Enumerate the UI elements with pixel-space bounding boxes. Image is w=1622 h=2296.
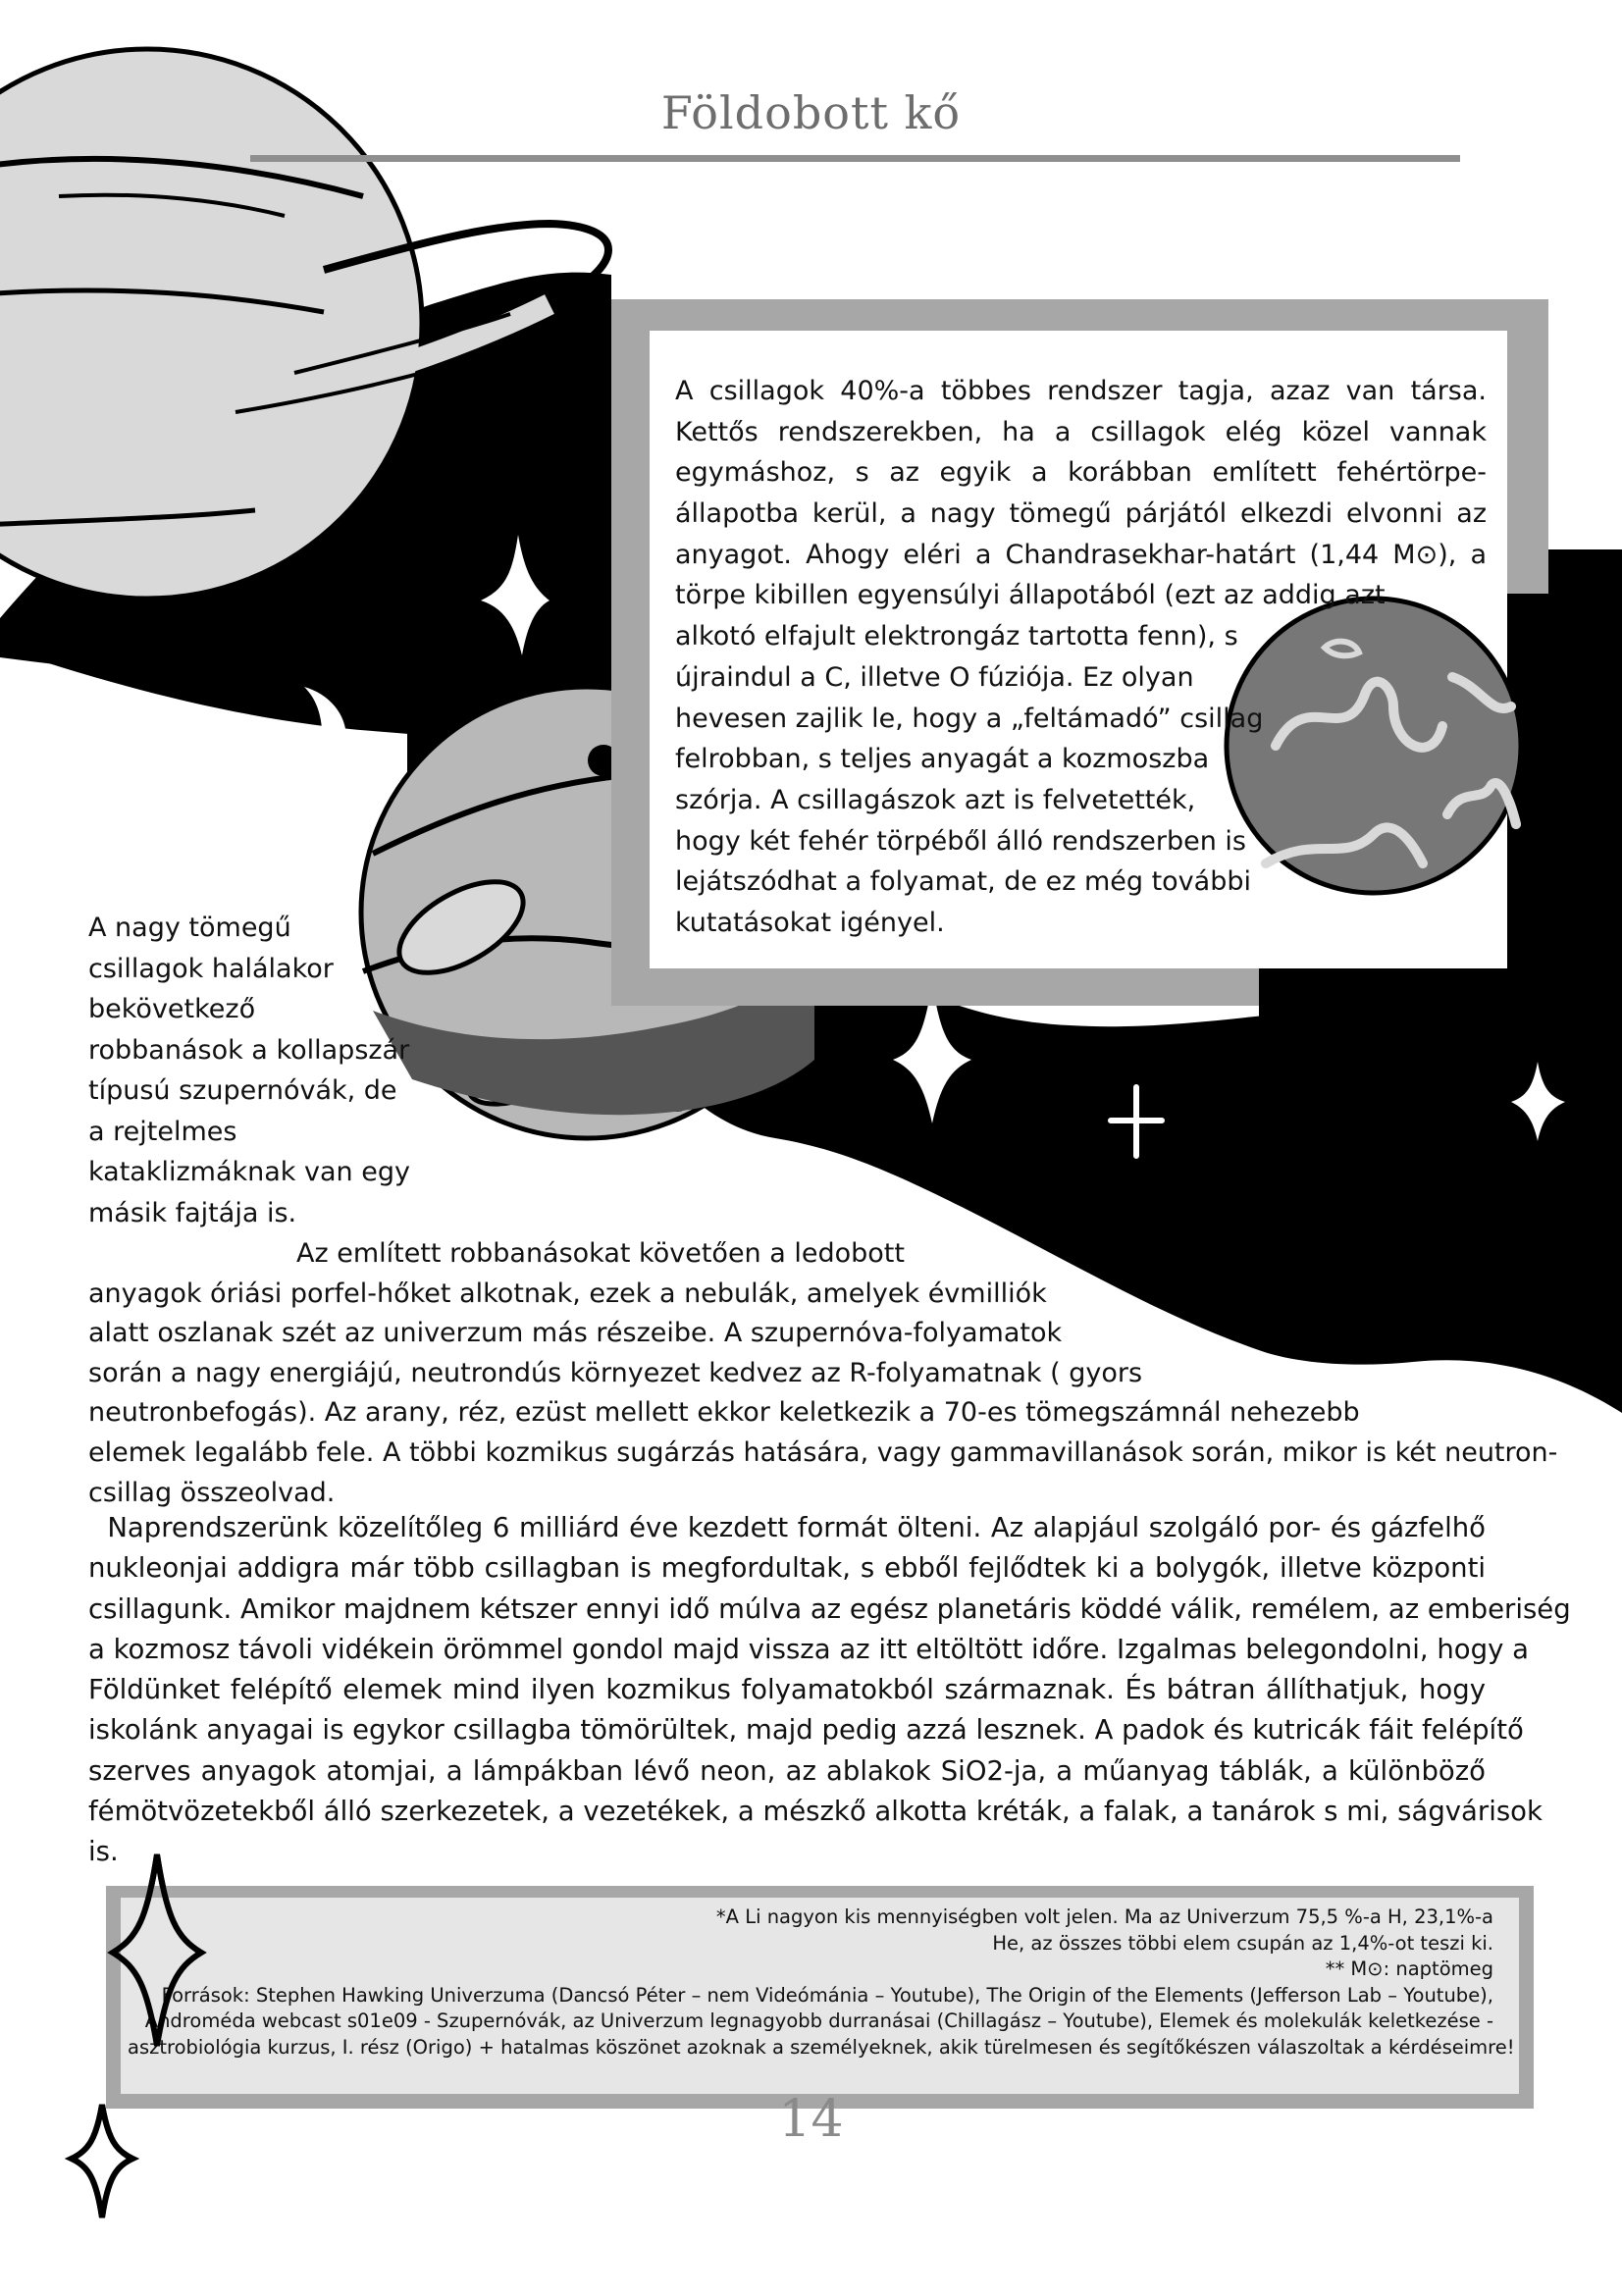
outline-star-large <box>113 1854 201 2046</box>
middle-line: Az említett robbanásokat követően a ledobott <box>296 1238 905 1269</box>
box-line: A csillagok 40%-a többes rendszer tagja, azaz van társa. <box>675 376 1487 406</box>
box-line: szórja. A csillagászok azt is felvetették, <box>675 784 1196 815</box>
footnote-line: Androméda webcast s01e09 - Szupernóvák, az Univerzum legnagyobb durranásai (Chillagász – Youtube), Elemek és molekulák keletkezése - <box>144 2009 1493 2032</box>
footnote-line: asztrobiológia kurzus, I. rész (Origo) + hatalmas köszönet azoknak a személyeknek, akik türelmesen és segítőkészen válaszoltak a kérdéseimre! <box>128 2035 1515 2059</box>
box-line: újraindul a C, illetve O fúziója. Ez olyan <box>675 661 1194 693</box>
left-line: A nagy tömegű <box>88 913 291 943</box>
body-line: csillagunk. Amikor majdnem kétszer ennyi idő múlva az egész planetáris köddé válik, remélem, az emberiség <box>88 1592 1571 1625</box>
middle-line: anyagok óriási porfel-hőket alkotnak, ezek a nebulák, amelyek évmilliók <box>88 1278 1047 1309</box>
body-paragraph <box>88 1508 1571 1873</box>
box-line: alkotó elfajult elektrongáz tartotta fenn), s <box>675 621 1238 652</box>
left-line: kataklizmáknak van egy <box>88 1157 410 1187</box>
box-line: lejátszódhat a folyamat, de ez még további <box>675 866 1251 898</box>
left-line: csillagok halálakor <box>88 953 334 984</box>
middle-line: elemek legalább fele. A többi kozmikus sugárzás hatására, vagy gammavillanások során, mikor is két neutron- <box>88 1436 1558 1468</box>
middle-line: csillag összeolvad. <box>88 1477 336 1508</box>
footnote-line: Források: Stephen Hawking Univerzuma (Dancsó Péter – nem Videómánia – Youtube), The Origin of the Elements (Jefferson Lab – Youtube), <box>161 1983 1493 2007</box>
footnote-line: ** M⊙: naptömeg <box>1325 1957 1493 1980</box>
box-line: anyagot. Ahogy eléri a Chandrasekhar-határt (1,44 M⊙), a <box>675 539 1487 570</box>
body-line: iskolánk anyagai is egykor csillagba tömörültek, majd pedig azzá lesznek. A padok és kutricák fáit felépítő <box>88 1714 1524 1747</box>
footnote-line: He, az összes többi elem csupán az 1,4%-ot teszi ki. <box>992 1931 1493 1955</box>
box-line: hogy két fehér törpéből álló rendszerben is <box>675 825 1246 857</box>
left-line: típusú szupernóvák, de <box>88 1075 397 1106</box>
footnote-line: *A Li nagyon kis mennyiségben volt jelen. Ma az Univerzum 75,5 %-a H, 23,1%-a <box>715 1905 1493 1928</box>
box-line: Kettős rendszerekben, ha a csillagok elég közel vannak <box>675 416 1487 447</box>
middle-line: alatt oszlanak szét az univerzum más részeibe. A szupernóva-folyamatok <box>88 1318 1063 1349</box>
box-line: hevesen zajlik le, hogy a „feltámadó” csillag <box>675 703 1264 734</box>
middle-line: során a nagy energiájú, neutrondús környezet kedvez az R-folyamatnak ( gyors <box>88 1357 1143 1388</box>
body-line: Földünket felépítő elemek mind ilyen kozmikus folyamatokból származnak. És bátran állíthatjuk, hogy <box>88 1674 1486 1706</box>
left-column-text <box>88 908 412 1233</box>
left-line: a rejtelmes <box>88 1116 237 1147</box>
box-line: egymáshoz, s az egyik a korábban említett fehértörpe- <box>675 457 1487 489</box>
body-line: nukleonjai addigra már több csillagban is megfordultak, s ebből fejlődtek ki a bolygók, illetve központi <box>88 1552 1486 1585</box>
body-line: fémötvözetekből álló szerkezetek, a vezetékek, a mészkő alkotta kréták, a falak, a tanárok s mi, ságvárisok <box>88 1796 1543 1828</box>
middle-paragraph <box>88 1234 1557 1513</box>
left-line: bekövetkező <box>88 994 256 1024</box>
box-line: állapotba kerül, a nagy tömegű párjától elkezdi elvonni az <box>675 498 1487 530</box>
box-line: felrobban, s teljes anyagát a kozmoszba <box>675 744 1210 775</box>
body-line: a kozmosz távoli vidékein örömmel gondol majd vissza az itt eltöltött időre. Izgalmas belegondolni, hogy a <box>88 1633 1529 1665</box>
body-line: Naprendszerünk közelítőleg 6 milliárd éve kezdett formát ölteni. Az alapjául szolgáló por- és gázfelhő <box>88 1512 1486 1543</box>
body-line: is. <box>88 1836 119 1868</box>
body-line: szerves anyagok atomjai, a lámpákban lévő neon, az ablakok SiO2-ja, a műanyag táblák, a különböző <box>88 1754 1486 1787</box>
box-text <box>675 371 1487 944</box>
middle-line: neutronbefogás). Az arany, réz, ezüst mellett ekkor keletkezik a 70-es tömegszámnál nehezebb <box>88 1397 1360 1429</box>
header-rule <box>250 155 1460 162</box>
box-line: kutatásokat igényel. <box>675 907 945 938</box>
footnote-text <box>128 1905 1515 2061</box>
box-line: törpe kibillen egyensúlyi állapotából (ezt az addig azt <box>675 580 1386 611</box>
left-line: robbanások a kollapszár <box>88 1034 410 1066</box>
left-line: másik fajtája is. <box>88 1197 297 1228</box>
page-number: 14 <box>778 2090 844 2149</box>
page-title: Földobott kő <box>660 86 962 139</box>
outline-stars <box>0 1845 255 2237</box>
